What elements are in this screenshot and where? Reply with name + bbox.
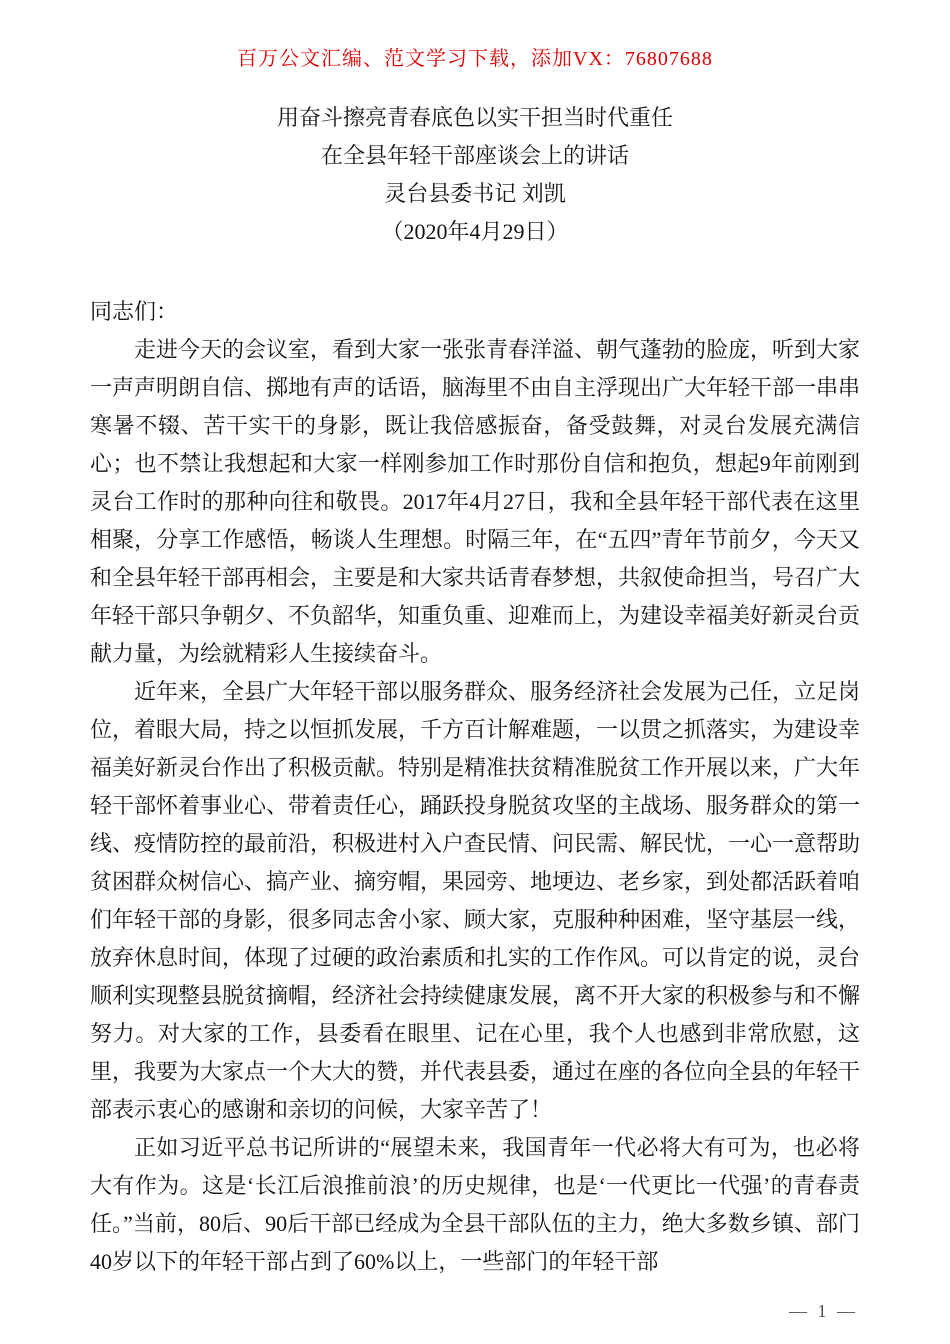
document-body xyxy=(90,293,860,1281)
paragraph-2: 近年来，全县广大年轻干部以服务群众、服务经济社会发展为己任，立足岗位，着眼大局，持之以恒抓发展，千方百计解难题，一以贯之抓落实，为建设幸福美好新灵台作出了积极贡献。特别是精准扶贫精准脱贫工作开展以来，广大年轻干部怀着事业心、带着责任心，踊跃投身脱贫攻坚的主战场、服务群众的第一线、疫情防控的最前沿，积极进村入户查民情、问民需、解民忧，一心一意帮助贫困群众树信心、搞产业、摘穷帽，果园旁、地埂边、老乡家，到处都活跃着咱们年轻干部的身影，很多同志舍小家、顾大家，克服种种困难，坚守基层一线，放弃休息时间，体现了过硬的政治素质和扎实的工作作风。可以肯定的说，灵台顺利实现整县脱贫摘帽，经济社会持续健康发展，离不开大家的积极参与和不懈努力。对大家的工作，县委看在眼里、记在心里，我个人也感到非常欣慰，这里，我要为大家点一个大大的赞，并代表县委，通过在座的各位向全县的年轻干部表示衷心的感谢和亲切的问候，大家辛苦了！ xyxy=(90,679,861,1122)
title-block xyxy=(0,99,950,251)
promo-notice: 百万公文汇编、范文学习下载，添加VX：76807688 xyxy=(237,48,713,70)
doc-title-line-2: 在全县年轻干部座谈会上的讲话 xyxy=(320,143,629,168)
paragraph-1: 走进今天的会议室，看到大家一张张青春洋溢、朝气蓬勃的脸庞，听到大家一声声明朗自信、掷地有声的话语，脑海里不由自主浮现出广大年轻干部一串串寒暑不辍、苦干实干的身影，既让我倍感振奋，备受鼓舞，对灵台发展充满信心；也不禁让我想起和大家一样刚参加工作时那份自信和抱负，想起9年前刚到灵台工作时的那种向往和敬畏。2017年4月27日，我和全县年轻干部代表在这里相聚，分享工作感悟，畅谈人生理想。时隔三年，在“五四”青年节前夕，今天又和全县年轻干部再相会，主要是和大家共话青春梦想，共叙使命担当，号召广大年轻干部只争朝夕、不负韶华，知重负重、迎难而上，为建设幸福美好新灵台贡献力量，为绘就精彩人生接续奋斗。 xyxy=(90,337,861,666)
paragraph-3: 正如习近平总书记所讲的“展望未来，我国青年一代必将大有可为，也必将大有作为。这是‘长江后浪推前浪’的历史规律，也是‘一代更比一代强’的青春责任。”当前，80后、90后干部已经成为全县干部队伍的主力，绝大多数乡镇、部门40岁以下的年轻干部占到了60%以上，一些部门的年轻干部 xyxy=(90,1135,860,1274)
salutation: 同志们： xyxy=(90,299,179,324)
page-number: — 1 — xyxy=(789,1301,858,1321)
doc-byline: 灵台县委书记 刘凯 xyxy=(384,181,566,206)
doc-title-line-1: 用奋斗擦亮青春底色以实干担当时代重任 xyxy=(276,105,673,130)
doc-date: （2020年4月29日） xyxy=(381,219,569,244)
